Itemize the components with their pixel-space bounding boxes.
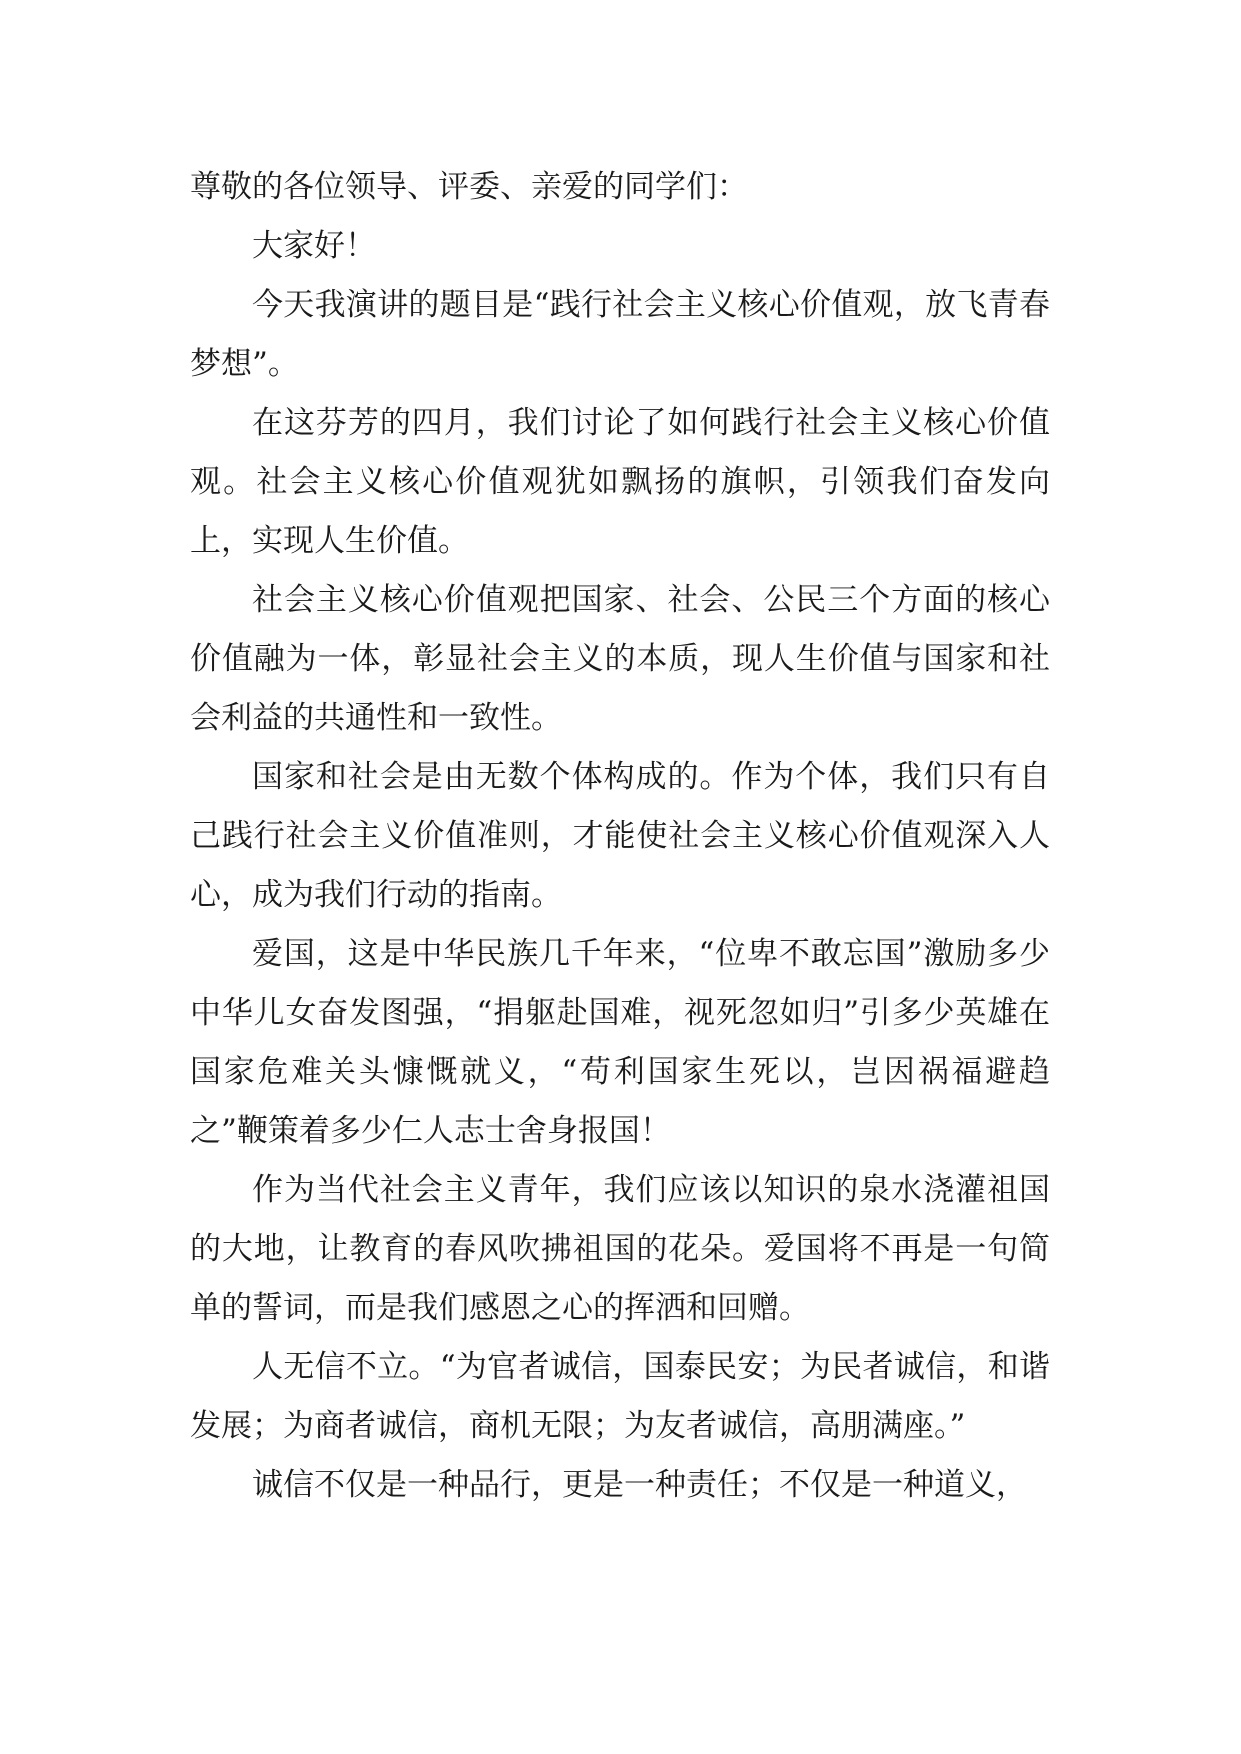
paragraph-integrity: 人无信不立。“为官者诚信，国泰民安；为民者诚信，和谐发展；为商者诚信，商机无限；为友者诚信，高朋满座。”: [190, 1349, 1050, 1444]
salutation: 尊敬的各位领导、评委、亲爱的同学们：: [190, 169, 748, 205]
greeting: 大家好！: [252, 228, 376, 264]
document-body: [190, 158, 1050, 1515]
paragraph-youth: 作为当代社会主义青年，我们应该以知识的泉水浇灌祖国的大地，让教育的春风吹拂祖国的花朵。爱国将不再是一句简单的誓词，而是我们感恩之心的挥洒和回赠。: [190, 1172, 1050, 1326]
paragraph-patriotism: 爱国，这是中华民族几千年来，“位卑不敢忘国”激励多少中华儿女奋发图强，“捐躯赴国难，视死忽如归”引多少英雄在国家危难关头慷慨就义，“苟利国家生死以，岂因祸福避趋之”鞭策着多少仁人志士舍身报国！: [190, 936, 1050, 1149]
paragraph-responsibility: 诚信不仅是一种品行，更是一种责任；不仅是一种道义，: [252, 1467, 1027, 1503]
paragraph-april: 在这芬芳的四月，我们讨论了如何践行社会主义核心价值观。社会主义核心价值观犹如飘扬的旗帜，引领我们奋发向上，实现人生价值。: [190, 405, 1050, 559]
paragraph-individuals: 国家和社会是由无数个体构成的。作为个体，我们只有自己践行社会主义价值准则，才能使社会主义核心价值观深入人心，成为我们行动的指南。: [190, 759, 1050, 913]
speech-topic: 今天我演讲的题目是“践行社会主义核心价值观，放飞青春梦想”。: [190, 287, 1050, 382]
paragraph-core-values: 社会主义核心价值观把国家、社会、公民三个方面的核心价值融为一体，彰显社会主义的本质，现人生价值与国家和社会利益的共通性和一致性。: [190, 582, 1050, 736]
